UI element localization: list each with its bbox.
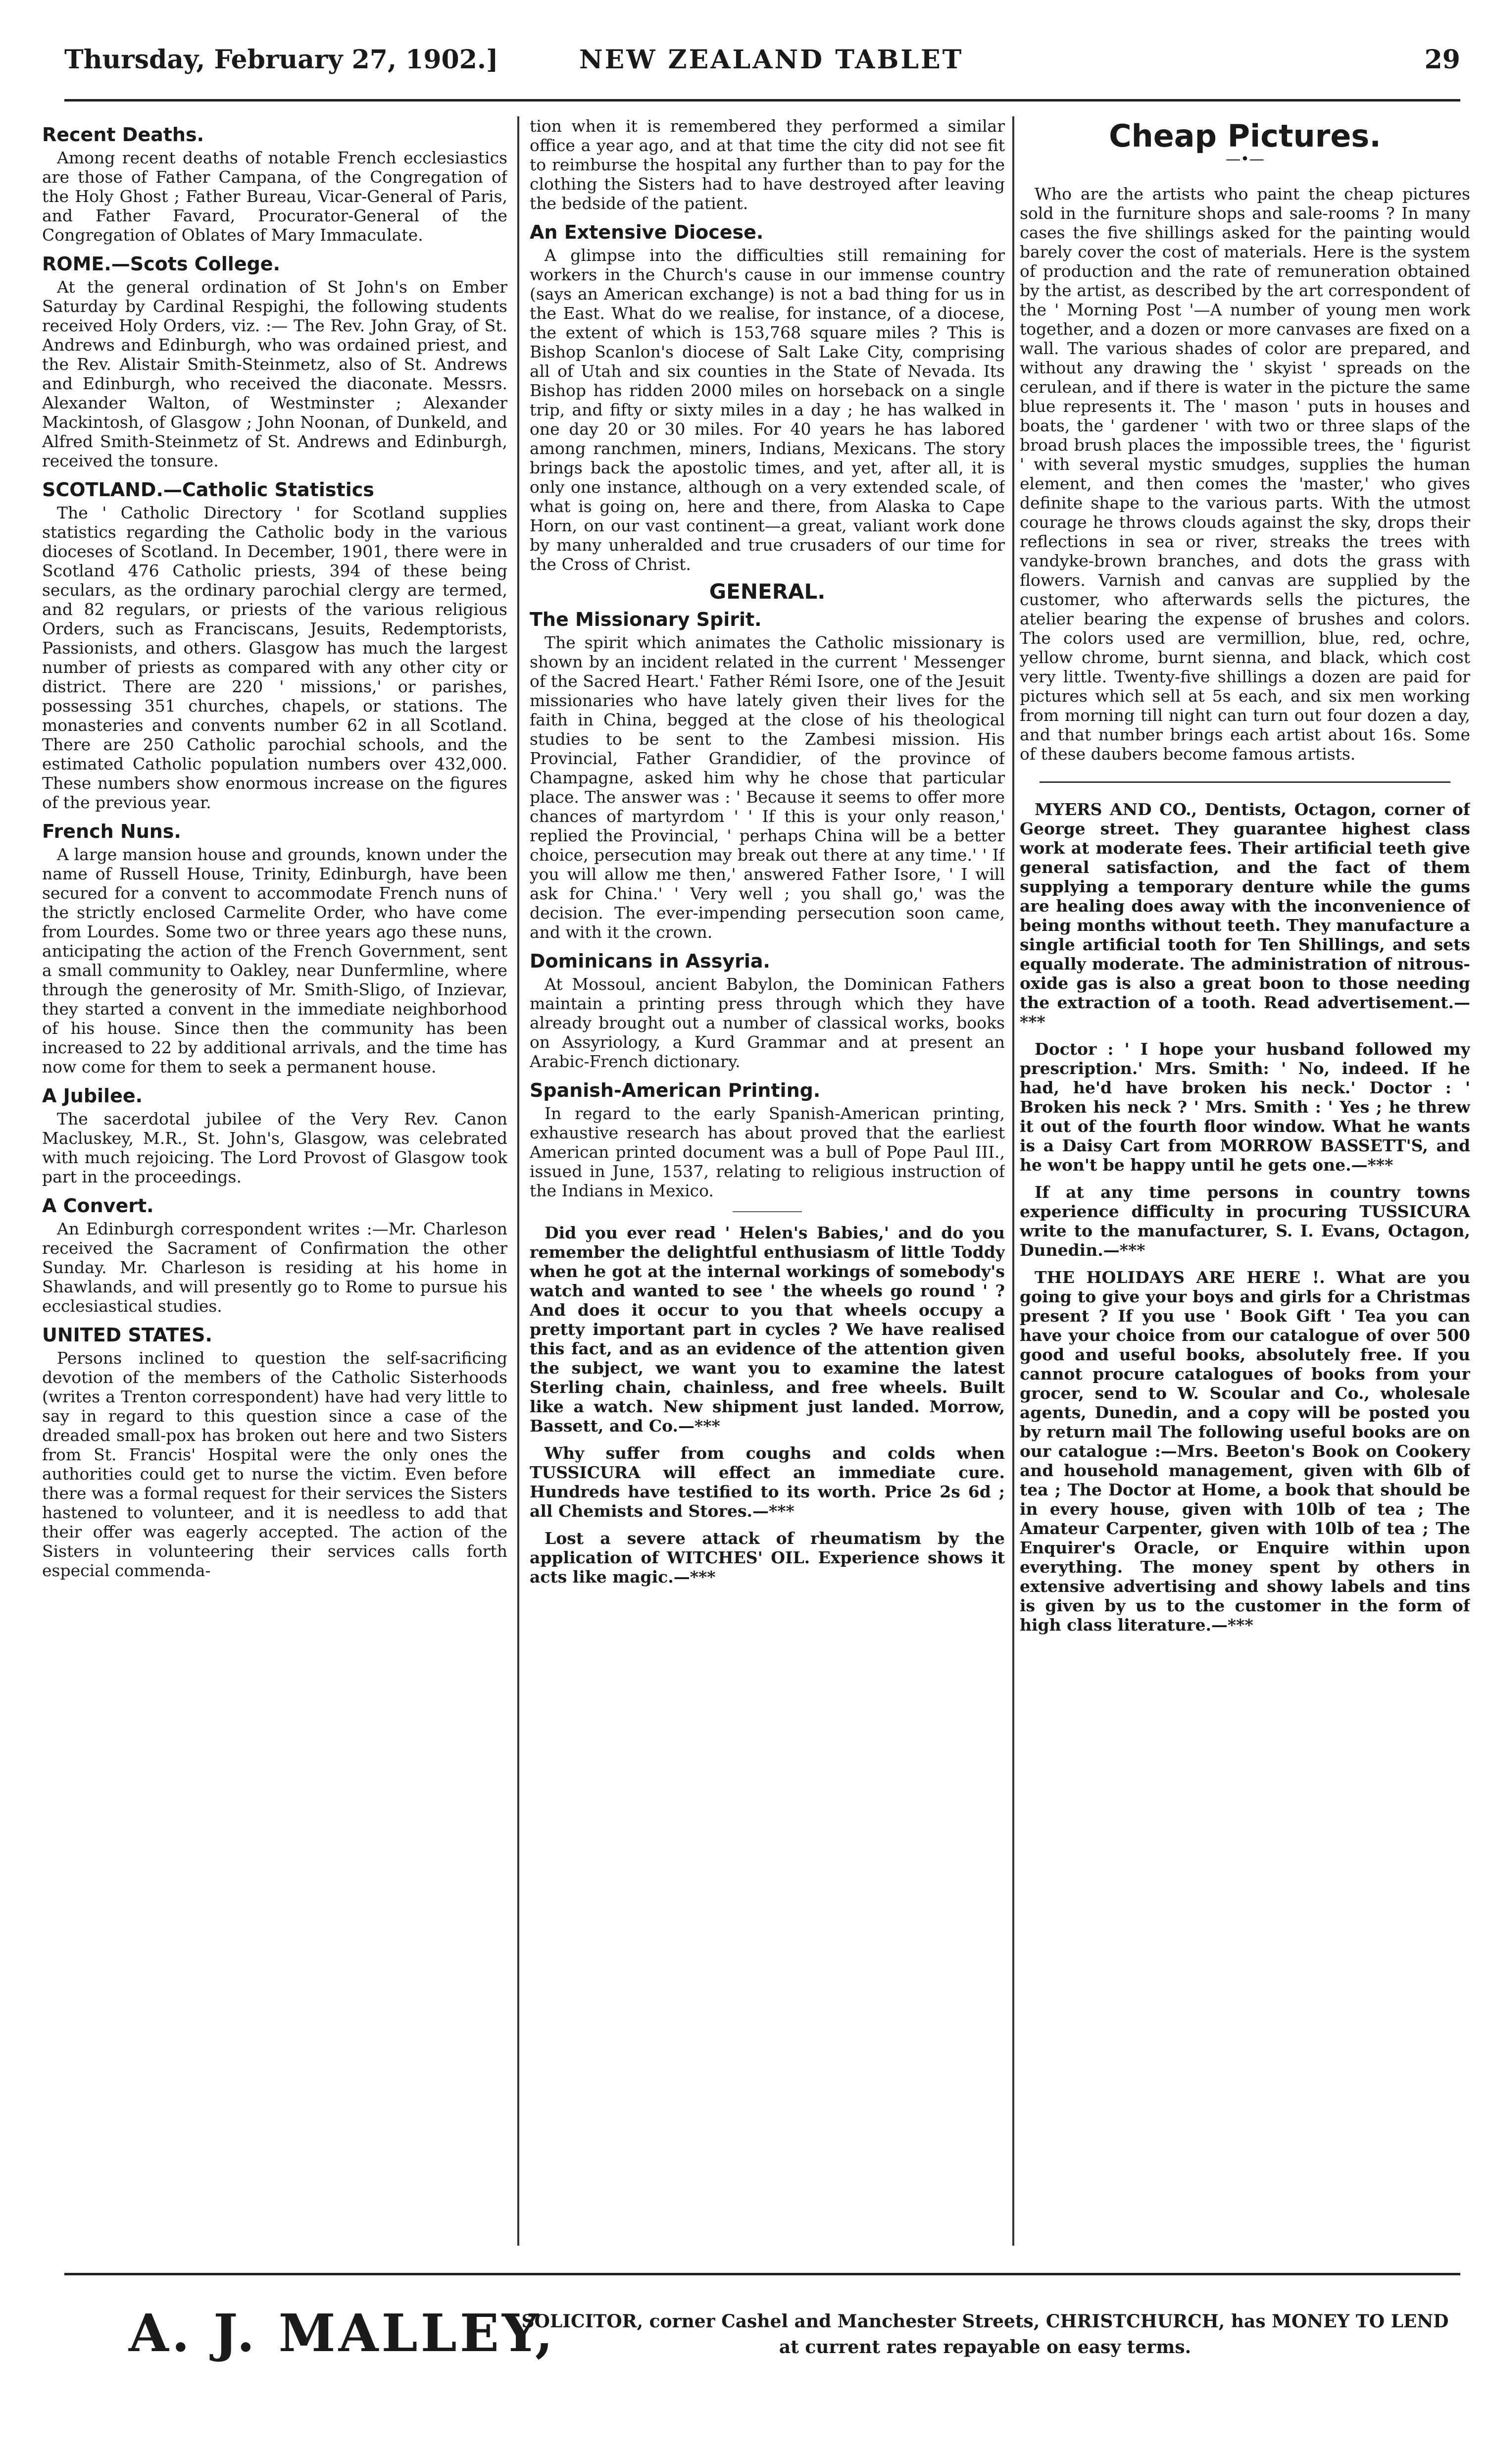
advertiser-name: A. J. MALLEY, [129, 2303, 556, 2363]
header-rule [64, 99, 1460, 102]
paper-title: NEW ZEALAND TABLET [579, 45, 964, 75]
column-right [1020, 116, 1470, 2260]
article-title: SCOTLAND.—Catholic Statistics [42, 479, 374, 501]
article-text: Who are the artists who paint the cheap pictures sold in the furniture shops and sale-rooms ? In many cases the five shillings asked for the painting would barely cover the cost of materials. Here is the system of production and the rate of remuneration obtained by the artist, as described by the art correspondent of the ' Morning Post '—A number of young men work together, and a dozen or more canvases are fixed on a wall. The various shades of color are prepared, and without any drawing the ' skyist ' spreads on the cerulean, and if there is water in the picture the same blue represents it. The ' mason ' puts in houses and boats, the ' gardener ' with two or three slaps of the broad brush places the impossible trees, the ' figurist ' with several mystic smudges, supplies the human element, and then comes the 'master,' who gives definite shape to the various parts. With the utmost courage he throws clouds against the sky, drops their reflections in sea or river, streaks the trees with vandyke-brown branches, and dots the grass with flowers. Varnish and canvas are supplied by the customer, who afterwards sells the pictures, the atelier bearing the expense of brushes and colors. The colors used are vermillion, blue, red, ochre, yellow chrome, burnt sienna, and black, which cost very little. Twenty-five shillings a dozen are paid for pictures which sell at 5s each, and six men working from morning till night can turn out four dozen a day, and that number brings each artist about 16s. Some of these daubers become famous artists. [1020, 184, 1470, 764]
page-number: 29 [1424, 45, 1460, 75]
article-text: A large mansion house and grounds, known under the name of Russell House, Trinity, Edinburgh, have been secured for a convent to accommodate French nuns of the strictly enclosed Carmelite Order, who have come from Lourdes. Some two or three years ago these nuns, anticipating the action of the French Government, sent a small community to Oakley, near Dunfermline, where through the generosity of Mr. Smith-Sligo, of Inzievar, they started a convent in the immediate neighborhood of his house. Since then the community has been increased to 22 by additional arrivals, and the time has now come for them to seek a permanent house. [42, 845, 507, 1077]
advertisement: If at any time persons in country towns experience difficulty in procuring TUSSICURA write to the manufacturer, S. I. Evans, Octagon, Dunedin.—*** [1020, 1182, 1470, 1260]
article-text: At Mossoul, ancient Babylon, the Dominican Fathers maintain a printing press through which they have already brought out a number of classical works, books on Assyriology, a Kurd Grammar and at present an Arabic-French dictionary. [530, 975, 1005, 1071]
article-text: In regard to the early Spanish-American printing, exhaustive research has about proved that the earliest American printed document was a bull of Pope Paul III., issued in June, 1537, relating to religious instruction of the Indians in Mexico. [530, 1104, 1005, 1200]
article-text: A glimpse into the difficulties still remaining for workers in the Church's cause in our immense country (says an American exchange) is not a bad thing for us in the East. What do we realise, for instance, of a diocese, the extent of which is 153,768 square miles ? This is Bishop Scanlon's diocese of Salt Lake City, comprising all of Utah and six counties in the State of Nevada. Its Bishop has ridden 2000 miles on horseback on a single trip, and fifty or sixty miles in a day ; he has walked in one day 20 or 30 miles. For 40 years he has labored among ranchmen, miners, Indians, Mexicans. The story brings back the apostolic times, and yet, after all, it is only one instance, although on a very extended scale, of what is going on, here and there, from Alaska to Cape Horn, on our vast continent—a great, valiant work done by many unheralded and true crusaders of our time for the Cross of Christ. [530, 246, 1005, 574]
article-title: An Extensive Diocese. [530, 221, 764, 243]
article-title: UNITED STATES. [42, 1324, 212, 1346]
section-heading: GENERAL. [709, 579, 826, 604]
article-text: Persons inclined to question the self-sacrificing devotion of the members of the Catholic Sisterhoods (writes a Trenton correspondent) have had very little to say in regard to this question since a case of the dreaded small-pox has broken out here and two Sisters from St. Francis' Hospital were the only ones the authorities could get to nurse the victim. Even before there was a formal request for their services the Sisters hastened to volunteer, and it is needless to add that their offer was eagerly accepted. The action of the Sisters in volunteering their services calls forth especial commenda- [42, 1348, 507, 1580]
article-text: At the general ordination of St John's on Ember Saturday by Cardinal Respighi, the following students received Holy Orders, viz. :— The Rev. John Gray, of St. Andrews and Edinburgh, who was ordained priest, and the Rev. Alistair Smith-Steinmetz, also of St. Andrews and Edinburgh, who received the diaconate. Messrs. Alexander Walton, of Westminster ; Alexander Mackintosh, of Glasgow ; John Noonan, of Dunkeld, and Alfred Smith-Steinmetz of St. Andrews and Edinburgh, received the tonsure. [42, 277, 507, 470]
article-title: A Convert. [42, 1195, 154, 1217]
advertisement: THE HOLIDAYS ARE HERE !. What are you going to give your boys and girls for a Christmas present ? If you use ' Book Gift ' Tea you can have your choice from our catalogue of over 500 good and useful books, absolutely free. If you cannot procure catalogues of books from your grocer, send to W. Scoular and Co., wholesale agents, Dunedin, and a copy will be posted you by return mail The following useful books are on our catalogue :—Mrs. Beeton's Book on Cookery and household management, given with 6lb of tea ; The Doctor at Home, a book that should be in every house, given with 10lb of tea ; The Amateur Carpenter, given with 10lb of tea ; The Enquirer's Oracle, or Enquire within upon everything. The money spent by others in extensive advertising and showy labels and tins is given by us to the customer in the form of high class literature.—*** [1020, 1268, 1470, 1635]
separator [733, 1211, 802, 1212]
advertisement: Lost a severe attack of rheumatism by the application of WITCHES' OIL. Experience shows it acts like magic.—*** [530, 1529, 1005, 1587]
column-divider [1012, 116, 1014, 2246]
advertisement: Did you ever read ' Helen's Babies,' and do you remember the delightful enthusiasm of little Toddy when he got at the internal workings of somebody's watch and wanted to see ' the wheels go round ' ? And does it occur to you that wheels occupy a pretty important part in cycles ? We have realised this fact, and as an evidence of the attention given the subject, we want you to examine the latest Sterling chain, chainless, and free wheels. Built like a watch. New shipment just landed. Morrow, Bassett, and Co.—*** [530, 1223, 1005, 1436]
page-header [35, 40, 1470, 94]
article-title: A Jubilee. [42, 1085, 143, 1107]
article-title: ROME.—Scots College. [42, 253, 281, 275]
separator [1040, 781, 1450, 783]
article-text: Among recent deaths of notable French ecclesiastics are those of Father Campana, of the Congregation of the Holy Ghost ; Father Bureau, Vicar-General of Paris, and Father Favard, Procurator-General of the Congregation of Oblates of Mary Immaculate. [42, 148, 507, 245]
article-text: The spirit which animates the Catholic missionary is shown by an incident related in the current ' Messenger of the Sacred Heart.' Father Rémi Isore, one of the Jesuit missionaries who have lately given their lives for the faith in China, begged at the close of his theological studies to be sent to the Zambesi mission. His Provincial, Father Grandidier, of the province of Champagne, asked him why he chose that particular place. The answer was : ' Because it seems to offer more chances of martyrdom ' ' If this is your only reason,' replied the Provincial, ' perhaps China will be a better choice, persecution may break out there at any time.' ' If you will allow me then,' answered Father Isore, ' I will ask for China.' ' Very well ; you shall go,' was the decision. The ever-impending persecution soon came, and with it the crown. [530, 633, 1005, 942]
ornament-divider: —•— [1226, 151, 1264, 168]
issue-date: Thursday, February 27, 1902.] [64, 45, 498, 75]
column-divider [517, 116, 519, 2246]
footer-advertisement [35, 2288, 1470, 2387]
article-title: French Nuns. [42, 821, 181, 842]
article-title: Dominicans in Assyria. [530, 950, 770, 972]
advertisement: Why suffer from coughs and colds when TUSSICURA will effect an immediate cure. Hundreds have testified to its worth. Price 2s 6d ; all Chemists and Stores.—*** [530, 1443, 1005, 1521]
article-title: The Missionary Spirit. [530, 609, 762, 630]
article-text: The sacerdotal jubilee of the Very Rev. Canon Macluskey, M.R., St. John's, Glasgow, was celebrated with much rejoicing. The Lord Provost of Glasgow took part in the proceedings. [42, 1109, 507, 1186]
article-text: The ' Catholic Directory ' for Scotland supplies statistics regarding the Catholic body in the various dioceses of Scotland. In December, 1901, there were in Scotland 476 Catholic priests, 394 of these being seculars, as the ordinary parochial clergy are termed, and 82 regulars, or priests of the various religious Orders, such as Franciscans, Jesuits, Redemptorists, Passionists, and others. Glasgow has much the largest number of priests as compared with any other city or district. There are 220 ' missions,' or parishes, possessing 351 churches, chapels, or stations. The monasteries and convents number 62 in all Scotland. There are 250 Catholic parochial schools, and the estimated Catholic population numbers over 432,000. These numbers show enormous increase on the figures of the previous year. [42, 503, 507, 812]
article-text: An Edinburgh correspondent writes :—Mr. Charleson received the Sacrament of Confirmation the other Sunday. Mr. Charleson is residing at his home in Shawlands, and will presently go to Rome to pursue his ecclesiastical studies. [42, 1219, 507, 1316]
advertisement: MYERS AND CO., Dentists, Octagon, corner of George street. They guarantee highest class work at moderate fees. Their artificial teeth give general satisfaction, and the fact of them supplying a temporary denture while the gums are healing does away with the inconvenience of being months without teeth. They manufacture a single artificial tooth for Ten Shillings, and sets equally moderate. The administration of nitrous-oxide gas is also a great boon to those needing the extraction of a tooth. Read advertisement.—*** [1020, 800, 1470, 1031]
newspaper-page [35, 30, 1470, 2446]
article-text: tion when it is remembered they performed a similar office a year ago, and at that time the city did not see fit to reimburse the hospital any further than to pay for the clothing the Sisters had to have destroyed after leaving the bedside of the patient. [530, 116, 1005, 213]
article-title: Recent Deaths. [42, 124, 204, 146]
advertisement-text: SOLICITOR, corner Cashel and Manchester Streets, CHRISTCHURCH, has MONEY TO LEND at current rates repayable on easy terms. [521, 2311, 1449, 2358]
column-middle [530, 116, 1005, 2260]
article-title: Spanish-American Printing. [530, 1079, 821, 1101]
feature-title: Cheap Pictures. [1109, 118, 1381, 154]
footer-rule [64, 2273, 1460, 2275]
column-left [42, 116, 507, 2260]
advertisement: Doctor : ' I hope your husband followed my prescription.' Mrs. Smith: ' No, indeed. If he had, he'd have broken his neck.' Doctor : ' Broken his neck ? ' Mrs. Smith : ' Yes ; he threw it out of the fourth floor window. What he wants is a Daisy Cart from MORROW BASSETT'S, and he won't be happy until he gets one.—*** [1020, 1039, 1470, 1175]
